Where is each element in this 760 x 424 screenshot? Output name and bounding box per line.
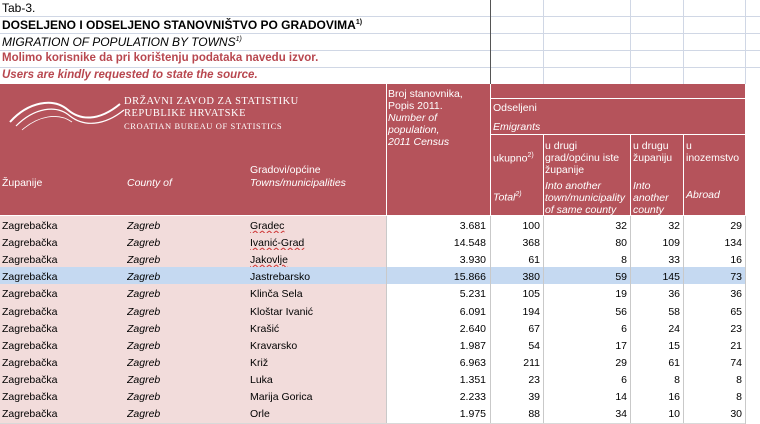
logo-swirl-icon [8, 92, 128, 132]
cell-population[interactable]: 2.640 [459, 322, 486, 335]
cell-other-county[interactable]: 36 [668, 288, 680, 301]
header-druga-zup-en2: another [633, 192, 669, 204]
tab-label: Tab-3. [2, 1, 36, 15]
cell-same-county[interactable]: 8 [621, 254, 627, 267]
cell-other-county[interactable]: 15 [668, 339, 680, 352]
cell-other-county[interactable]: 61 [668, 356, 680, 369]
header-odseljeni: Odseljeni [493, 102, 537, 114]
cell-county[interactable]: Zagreb [127, 408, 161, 421]
header-drugi-grad-en3: of same county [545, 204, 617, 216]
cell-grad[interactable]: Klinča Sela [250, 288, 303, 301]
gridline [0, 33, 760, 34]
cell-border [490, 404, 491, 424]
cell-grad[interactable]: Krašić [250, 322, 280, 335]
cell-border [745, 404, 746, 424]
header-drugi-grad-hr2: grad/općinu iste [545, 152, 620, 164]
cell-population[interactable]: 1.987 [459, 339, 486, 352]
logo-text-line3: CROATIAN BUREAU OF STATISTICS [124, 121, 283, 131]
cell-population[interactable]: 15.866 [453, 271, 486, 284]
table-row[interactable] [0, 404, 760, 424]
cell-total[interactable]: 380 [522, 271, 540, 284]
cell-same-county[interactable]: 6 [621, 322, 627, 335]
header-drugi-grad-en1: Into another [545, 180, 602, 192]
header-drugi-grad-en2: town/municipality [545, 192, 625, 204]
logo-text-line2: REPUBLIKE HRVATSKE [124, 108, 247, 119]
cell-county[interactable]: Zagreb [127, 288, 161, 301]
cell-county[interactable]: Zagreb [127, 305, 161, 318]
cell-abroad[interactable]: 29 [730, 220, 742, 232]
cell-total[interactable]: 368 [522, 237, 540, 250]
cell-total[interactable]: 61 [528, 254, 540, 267]
cell-total[interactable]: 211 [523, 356, 540, 369]
cell-abroad[interactable]: 74 [730, 356, 742, 369]
cell-abroad[interactable]: 21 [730, 339, 742, 352]
cell-other-county[interactable]: 33 [668, 254, 680, 267]
cell-zupanija[interactable]: Zagrebačka [2, 391, 58, 403]
cell-grad[interactable]: Kravarsko [250, 339, 298, 352]
cell-same-county[interactable]: 6 [621, 373, 627, 386]
cell-zupanija[interactable]: Zagrebačka [2, 254, 58, 267]
cell-same-county[interactable]: 80 [615, 237, 627, 250]
cell-border [630, 404, 631, 424]
header-county-of: County of [127, 177, 172, 189]
cell-county[interactable]: Zagreb [127, 373, 161, 386]
header-divider [630, 134, 631, 215]
cell-zupanija[interactable]: Zagrebačka [2, 408, 58, 421]
cell-grad[interactable]: Marija Gorica [250, 391, 313, 403]
header-drugi-grad-hr3: županije [545, 164, 585, 176]
gridline [0, 16, 760, 17]
cell-grad[interactable]: Jakovlje [250, 254, 288, 267]
cell-county[interactable]: Zagreb [127, 339, 161, 352]
cell-same-county[interactable]: 14 [615, 391, 627, 403]
cell-abroad[interactable]: 36 [730, 288, 742, 301]
header-ukupno: ukupno$^{2)}$ [493, 152, 534, 165]
table-title: DOSELJENO I ODSELJENO STANOVNIŠTVO PO GRADOVIMA$^{1)}$ [2, 18, 363, 32]
cell-total[interactable]: 67 [528, 322, 540, 335]
cell-zupanija[interactable]: Zagrebačka [2, 339, 58, 352]
cell-total[interactable]: 194 [522, 305, 540, 318]
cell-county[interactable]: Zagreb [127, 391, 161, 403]
cell-other-county[interactable]: 58 [668, 305, 680, 318]
header-number-3: 2011 Census [388, 136, 450, 148]
cell-county[interactable]: Zagreb [127, 237, 161, 250]
gridline [0, 50, 760, 51]
cell-grad[interactable]: Kloštar Ivanić [250, 305, 314, 318]
header-zupanije: Županije [2, 177, 43, 189]
cell-same-county[interactable]: 29 [615, 356, 627, 369]
cell-zupanija[interactable]: Zagrebačka [2, 356, 58, 369]
cell-abroad[interactable]: 8 [736, 373, 742, 386]
header-emigrants: Emigrants [493, 121, 541, 133]
cell-zupanija[interactable]: Zagrebačka [2, 322, 58, 335]
header-broj-2: Popis 2011. [388, 100, 443, 112]
cell-same-county[interactable]: 19 [615, 288, 627, 301]
header-druga-zup-hr2: županiju [633, 152, 673, 164]
cell-other-county[interactable]: 10 [668, 408, 680, 421]
gridline [0, 67, 760, 68]
cell-abroad[interactable]: 16 [730, 254, 742, 267]
table-subtitle: MIGRATION OF POPULATION BY TOWNS$^{1)}$ [2, 35, 242, 49]
cell-grad[interactable]: Gradec [250, 220, 285, 232]
cell-other-county[interactable]: 16 [668, 391, 680, 403]
cell-same-county[interactable]: 32 [615, 220, 627, 232]
cell-abroad[interactable]: 23 [730, 322, 742, 335]
cell-population[interactable]: 1.351 [459, 373, 486, 386]
cell-zupanija[interactable]: Zagrebačka [2, 220, 58, 232]
cell-other-county[interactable]: 109 [662, 237, 680, 250]
cell-county[interactable]: Zagreb [127, 356, 161, 369]
cell-border [543, 404, 544, 424]
table-header [0, 84, 745, 215]
cell-abroad[interactable]: 30 [730, 408, 742, 421]
cell-population[interactable]: 6.963 [459, 356, 486, 369]
cell-county[interactable]: Zagreb [127, 322, 161, 335]
cell-border [683, 404, 684, 424]
header-inozemstvo-hr1: u [686, 140, 692, 152]
cell-population[interactable]: 2.233 [459, 391, 486, 403]
cell-other-county[interactable]: 32 [668, 220, 680, 232]
header-abroad: Abroad [686, 189, 720, 201]
cell-total[interactable]: 88 [528, 408, 540, 421]
header-towns: Towns/municipalities [250, 177, 346, 189]
cell-abroad[interactable]: 134 [724, 237, 742, 250]
header-divider [490, 134, 745, 135]
cell-grad[interactable]: Križ [250, 356, 269, 369]
source-notice-en: Users are kindly requested to state the source. [2, 69, 258, 81]
header-divider [490, 84, 491, 215]
header-divider [490, 98, 745, 99]
cell-zupanija[interactable]: Zagrebačka [2, 271, 58, 284]
cell-county[interactable]: Zagreb [127, 271, 161, 284]
cell-same-county[interactable]: 34 [615, 408, 627, 421]
header-broj-1: Broj stanovnika, [388, 88, 463, 100]
header-number-1: Number of [388, 112, 438, 124]
cell-total[interactable]: 23 [528, 373, 540, 386]
header-divider [543, 134, 544, 215]
dzs-logo [8, 92, 128, 135]
logo-text-line1: DRŽAVNI ZAVOD ZA STATISTIKU [124, 96, 299, 107]
cell-total[interactable]: 39 [528, 391, 540, 403]
cell-total[interactable]: 54 [528, 339, 540, 352]
cell-population[interactable]: 5.231 [459, 288, 486, 301]
cell-other-county[interactable]: 145 [662, 271, 680, 284]
header-total: Total$^{2)}$ [493, 191, 522, 204]
cell-zupanija[interactable]: Zagrebačka [2, 237, 58, 250]
cell-county[interactable]: Zagreb [127, 220, 161, 232]
cell-abroad[interactable]: 65 [730, 305, 742, 318]
header-number-2: population, [388, 124, 440, 136]
cell-abroad[interactable]: 73 [730, 271, 742, 284]
cell-other-county[interactable]: 24 [668, 322, 680, 335]
header-druga-zup-hr1: u drugu [633, 140, 669, 152]
header-druga-zup-en3: county [633, 204, 664, 216]
cell-population[interactable]: 6.091 [459, 305, 486, 318]
source-notice-hr: Molimo korisnike da pri korištenju podataka navedu izvor. [2, 52, 319, 64]
header-druga-zup-en1: Into [633, 180, 651, 192]
cell-abroad[interactable]: 8 [736, 391, 742, 403]
cell-zupanija[interactable]: Zagrebačka [2, 288, 58, 301]
header-inozemstvo-hr2: inozemstvo [686, 152, 740, 164]
cell-zupanija[interactable]: Zagrebačka [2, 305, 58, 318]
cell-grad[interactable]: Ivanić-Grad [250, 237, 305, 250]
header-divider [386, 84, 387, 215]
cell-population[interactable]: 1.975 [459, 408, 486, 421]
header-divider [683, 134, 684, 215]
cell-total[interactable]: 105 [522, 288, 540, 301]
cell-border [386, 404, 387, 424]
cell-same-county[interactable]: 59 [615, 271, 627, 284]
cell-population[interactable]: 14.548 [453, 237, 486, 250]
cell-total[interactable]: 100 [522, 220, 540, 232]
cell-population[interactable]: 3.930 [459, 254, 486, 267]
cell-grad[interactable]: Orle [250, 408, 270, 421]
cell-county[interactable]: Zagreb [127, 254, 161, 267]
cell-other-county[interactable]: 8 [674, 373, 680, 386]
cell-zupanija[interactable]: Zagrebačka [2, 373, 58, 386]
cell-grad[interactable]: Jastrebarsko [250, 271, 311, 284]
cell-grad[interactable]: Luka [250, 373, 273, 386]
header-drugi-grad-hr1: u drugi [545, 140, 578, 152]
header-gradovi: Gradovi/općine [250, 164, 321, 176]
cell-same-county[interactable]: 56 [615, 305, 627, 318]
cell-same-county[interactable]: 17 [615, 339, 627, 352]
cell-population[interactable]: 3.681 [459, 220, 486, 232]
